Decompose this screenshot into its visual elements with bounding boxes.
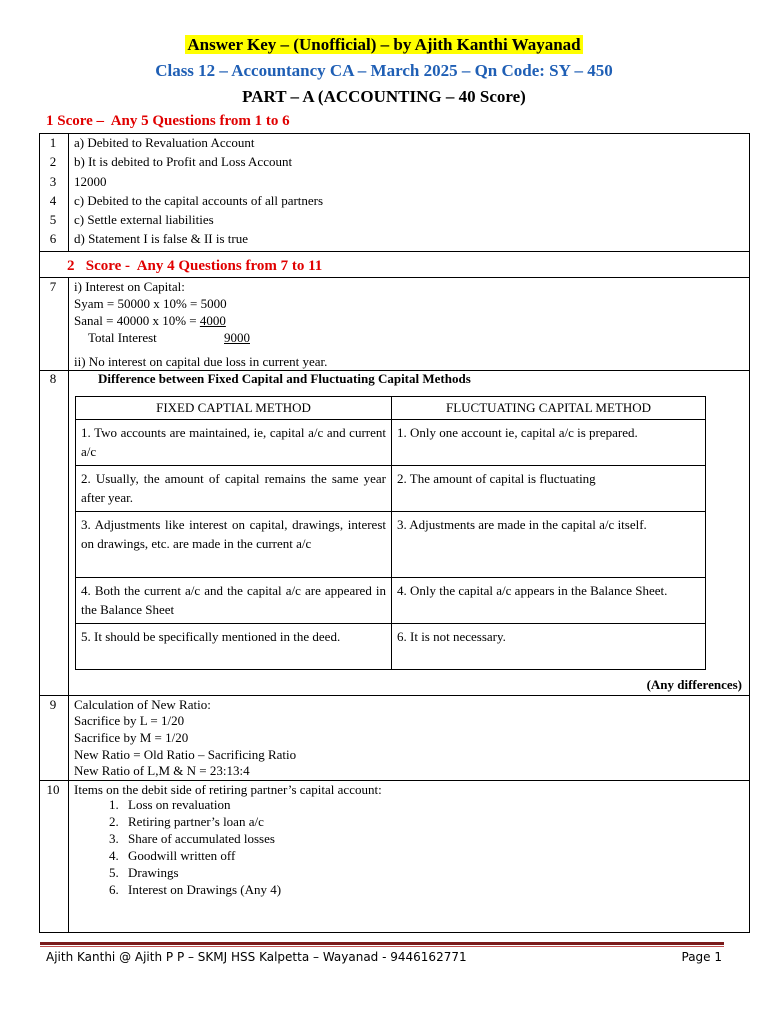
table-row [76,420,706,466]
answer-key-title: Answer Key – (Unofficial) – by Ajith Kanthi Wayanad [187,35,581,54]
q9-line: Calculation of New Ratio: [74,697,211,712]
answer-text: c) Debited to the capital accounts of all partners [74,193,324,208]
section1-title: 1 Score – Any 5 Questions from 1 to 6 [46,113,290,129]
col-fixed-header: FIXED CAPTIAL METHOD [76,397,392,420]
footer-author: Ajith Kanthi @ Ajith P P – SKMJ HSS Kalpetta – Wayanad - 9446162771 [46,950,467,964]
section2-title: 2 Score - Any 4 Questions from 7 to 11 [67,258,323,274]
fixed-cell: 2. Usually, the amount of capital remains the same year after year. [76,466,392,512]
q10-number: 10 [46,782,60,797]
fluct-cell: 6. It is not necessary. [392,624,706,670]
q9-line: Sacrifice by L = 1/20 [74,713,185,728]
comparison-table [75,396,706,670]
q7-line1: i) Interest on Capital: [74,279,185,294]
answer-text: a) Debited to Revaluation Account [74,135,255,150]
q7-total-value: 9000 [224,330,250,345]
fluct-cell: 2. The amount of capital is fluctuating [392,466,706,512]
col-fluct-header: FLUCTUATING CAPITAL METHOD [392,397,706,420]
fluct-cell: 1. Only one account ie, capital a/c is prepared. [392,420,706,466]
list-item: 5. Drawings [122,864,281,881]
q7-syam: Syam = 50000 x 10% = 5000 [74,296,227,311]
q9-number: 9 [49,697,57,712]
answer-number: 1 [49,135,57,150]
q9-line: New Ratio = Old Ratio – Sacrificing Ratio [74,747,297,762]
footer-rule [40,942,724,945]
footer [46,950,722,964]
q7-sanal: Sanal = 40000 x 10% = 4000 [74,313,226,328]
list-item: 3. Share of accumulated losses [122,830,281,847]
part-title: PART – A (ACCOUNTING – 40 Score) [242,87,526,106]
answer-number: 5 [49,212,57,227]
answer-text: d) Statement I is false & II is true [74,231,249,246]
list-item: 4. Goodwill written off [122,847,281,864]
table-header-row [76,397,706,420]
answer-number: 2 [49,154,57,169]
answer-number: 6 [49,231,57,246]
q8-number: 8 [49,371,57,386]
q10-intro: Items on the debit side of retiring partner’s capital account: [74,782,382,797]
fluct-cell: 4. Only the capital a/c appears in the Balance Sheet. [392,578,706,624]
row-divider [39,251,750,252]
q9-line: Sacrifice by M = 1/20 [74,730,189,745]
page-number: Page 1 [681,950,722,964]
num-col-divider [68,133,69,251]
q10-list [74,796,281,898]
q7-total-label: Total Interest [88,330,157,345]
answer-text: 12000 [74,174,107,189]
q8-note: (Any differences) [646,677,742,692]
num-col-divider [68,277,69,933]
list-item: 6. Interest on Drawings (Any 4) [122,881,281,898]
list-item: 1. Loss on revaluation [122,796,281,813]
table-row [76,578,706,624]
footer-rule-thin [40,946,724,947]
answer-text: b) It is debited to Profit and Loss Account [74,154,293,169]
q7-line5: ii) No interest on capital due loss in current year. [74,354,328,369]
q9-line: New Ratio of L,M & N = 23:13:4 [74,763,250,778]
answer-text: c) Settle external liabilities [74,212,214,227]
fluct-cell: 3. Adjustments are made in the capital a/c itself. [392,512,706,578]
fixed-cell: 5. It should be specifically mentioned in the deed. [76,624,392,670]
answer-number: 3 [49,174,57,189]
fixed-cell: 4. Both the current a/c and the capital a/c are appeared in the Balance Sheet [76,578,392,624]
fixed-cell: 1. Two accounts are maintained, ie, capital a/c and current a/c [76,420,392,466]
q7-number: 7 [49,279,57,294]
list-item: 2. Retiring partner’s loan a/c [122,813,281,830]
table-row [76,466,706,512]
class-subtitle: Class 12 – Accountancy CA – March 2025 – Qn Code: SY – 450 [155,61,613,80]
table-row [76,512,706,578]
table-row [76,624,706,670]
fixed-cell: 3. Adjustments like interest on capital, drawings, interest on drawings, etc. are made in the current a/c [76,512,392,578]
answer-number: 4 [49,193,57,208]
q8-heading: Difference between Fixed Capital and Fluctuating Capital Methods [98,371,471,386]
